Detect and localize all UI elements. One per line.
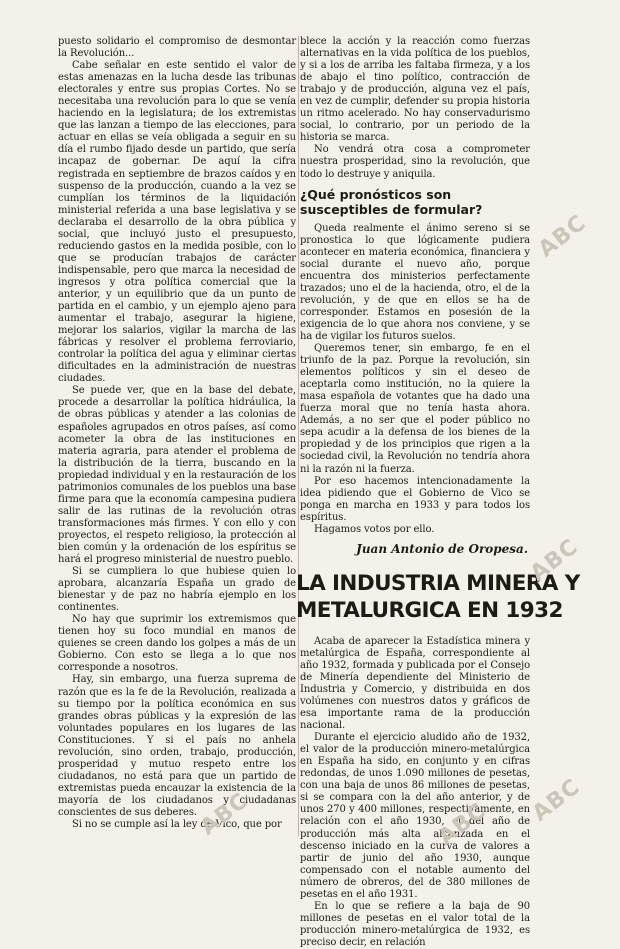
left-column (58, 36, 296, 836)
paragraph: No vendrá otra cosa a comprometer nuestra prosperidad, sino la revolución, que todo lo destruye y aniquila. (300, 144, 530, 180)
paragraph: Si se cumpliera lo que hubiese quien lo aprobara, alcanzaría España un grado de bienestar y de paz no habría ejemplo en los continentes. (58, 566, 296, 614)
paragraph: No hay que suprimir los extremismos que tienen hoy su foco mundial en manos de quienes se creen dando los golpes a más de un Gobierno. Con esto se llega a lo que nos corresponde a nosotros. (58, 614, 296, 674)
paragraph: Si no se cumple así la ley de Vico, que por (72, 819, 282, 831)
abc-watermark: ABC (527, 774, 586, 827)
article-headline (296, 570, 580, 624)
paragraph: blece la acción y la reacción como fuerzas alternativas en la vida política de los pueblos, y si a los de arriba les faltaba firmeza, y a los de abajo el tino político, contracción de trabajo y de producción, alguna vez el país, en vez de cumplir, defender su propia historia un ritmo acelerado. No hay conservadurismo social, lo contrario, por un periodo de la historia se marca. (300, 36, 530, 144)
paragraph: Durante el ejercicio aludido año de 1932, el valor de la producción minero-metalúrgica en España ha sido, en conjunto y en cifras redondas, de unos 1.090 millones de pesetas, con una baja de unos 86 millones de pesetas, si se compara con la del año anterior, y de unos 270 y 400 millones, respectivamente, en relación con el año 1930, el del año de producción más alta alcanzada en el descenso iniciado en la curva de valores a partir de junio del año 1930, aunque compensado con el notable aumento del número de obreros, del de 380 millones de pesetas en el año 1931. (300, 732, 530, 900)
abc-watermark: ABC (195, 788, 254, 841)
paragraph: Cabe señalar en este sentido el valor de estas amenazas en la lucha desde las tribunas electorales y entre sus propias Cortes. No se necesitaba una revolución para lo que se venía haciendo en la legislatura; de los extremistas que las lanzan a tiempo de las elecciones, para actuar en ellas se veía obligada a seguir en su día el rumbo fijado desde un partido, que sería incapaz de gobernar. De aquí la cifra registrada en septiembre de brazos caídos y en suspenso de la producción, cuando a la vez se cumplían los términos de la liquidación ministerial referida a una base legislativa y se declaraba el desarrollo de la obra pública y social, que incluyó justo el presupuesto, reduciendo gastos en la medida posible, con lo que se producían trabajos de carácter indispensable, pero que marca la necesidad de ingresos y otra política comercial que la anterior, y un equilibrio que da un punto de partida en el cambio, y un ejemplo ajeno para aumentar el trabajo, asegurar la higiene, mejorar los salarios, vigilar la marcha de las fábricas y resolver el problema ferroviario, controlar la política del agua y eliminar ciertas dificultades en la administración de nuestras ciudades. (58, 60, 296, 385)
paragraph: puesto solidario el compromiso de desmontar la Revolución... (58, 36, 296, 60)
author-signature: Juan Antonio de Oropesa. (356, 541, 528, 556)
paragraph: Queda realmente el ánimo sereno si se pronostica lo que lógicamente pudiera acontecer en materia económica, financiera y social durante el nuevo año, porque encuentra dos ministerios perfectamente trazados; uno el de la hacienda, otro, el de la revolución, y de que en ellos se ha de corresponder. Estamos en posesión de la exigencia de lo que ahora nos conviene, y se ha de vigilar los futuros suelos. (300, 222, 530, 342)
section-subheading: ¿Qué pronósticos son susceptibles de formular? (300, 186, 483, 217)
paragraph: Acaba de aparecer la Estadística minera y metalúrgica de España, correspondiente al año 1932, formada y publicada por el Consejo de Minería dependiente del Ministerio de Industria y Comercio, y distribuida en dos volúmenes con nuestros datos y gráficos de esa importante rama de la producción nacional. (300, 635, 530, 732)
abc-watermark: ABC (533, 210, 592, 263)
headline-line-2: METALURGICA EN 1932 (296, 597, 563, 623)
abc-watermark: ABC (433, 798, 492, 851)
paragraph: Por eso hacemos intencionadamente la idea pidiendo que el Gobierno de Vico se ponga en marcha en 1933 y para todos los espíritus. (300, 475, 530, 523)
headline-line-1: LA INDUSTRIA MINERA Y (296, 570, 580, 596)
paragraph: Hay, sin embargo, una fuerza suprema de razón que es la fe de la Revolución, realizada a su tiempo por la política económica en sus grandes obras públicas y la expresión de las voluntades populares en los lugares de las Constituciones. Y si el país no anhela revolución, sino orden, trabajo, producción, prosperidad y mutuo respeto entre los ciudadanos, no está para que un partido de extremistas pueda encauzar la existencia de la mayoría de los ciudadanos y ciudadanas conscientes de sus deberes. (58, 674, 296, 818)
abc-watermark: ABC (525, 534, 584, 587)
column-divider (298, 36, 299, 836)
paragraph: Se puede ver, que en la base del debate, procede a desarrollar la política hidráulica, la de obras públicas y atender a las colonias de españoles agrupados en otros países, así como acometer la obra de las instituciones en materia agraria, para atender el problema de la distribución de la tierra, buscando en la propiedad individual y en la restauración de los patrimonios comunales de los pueblos una base firme para que la economía campesina pudiera salir de las rutinas de la revolución otras transformaciones más firmes. Y con ello y con proyectos, el respeto religioso, la protección al bien común y la ordenación de los espíritus se hará el progreso ministerial de nuestro pueblo. (58, 385, 296, 566)
paragraph: En lo que se refiere a la baja de 90 millones de pesetas en el valor total de la producción minero-metalúrgica de 1932, es preciso decir, en relación (300, 900, 530, 948)
paragraph: Queremos tener, sin embargo, fe en el triunfo de la paz. Porque la revolución, sin elementos políticos y sin el deseo de aceptarla como institución, no la quiere la masa española de votantes que ha dado una fuerza moral que no tenía hasta ahora. Además, a no ser que el poder público no sepa acudir a la defensa de los bienes de la propiedad y de los principios que rigen a la sociedad civil, la Revolución no tendría ahora ni la razón ni la fuerza. (300, 343, 530, 475)
paragraph: Hagamos votos por ello. (314, 523, 435, 535)
